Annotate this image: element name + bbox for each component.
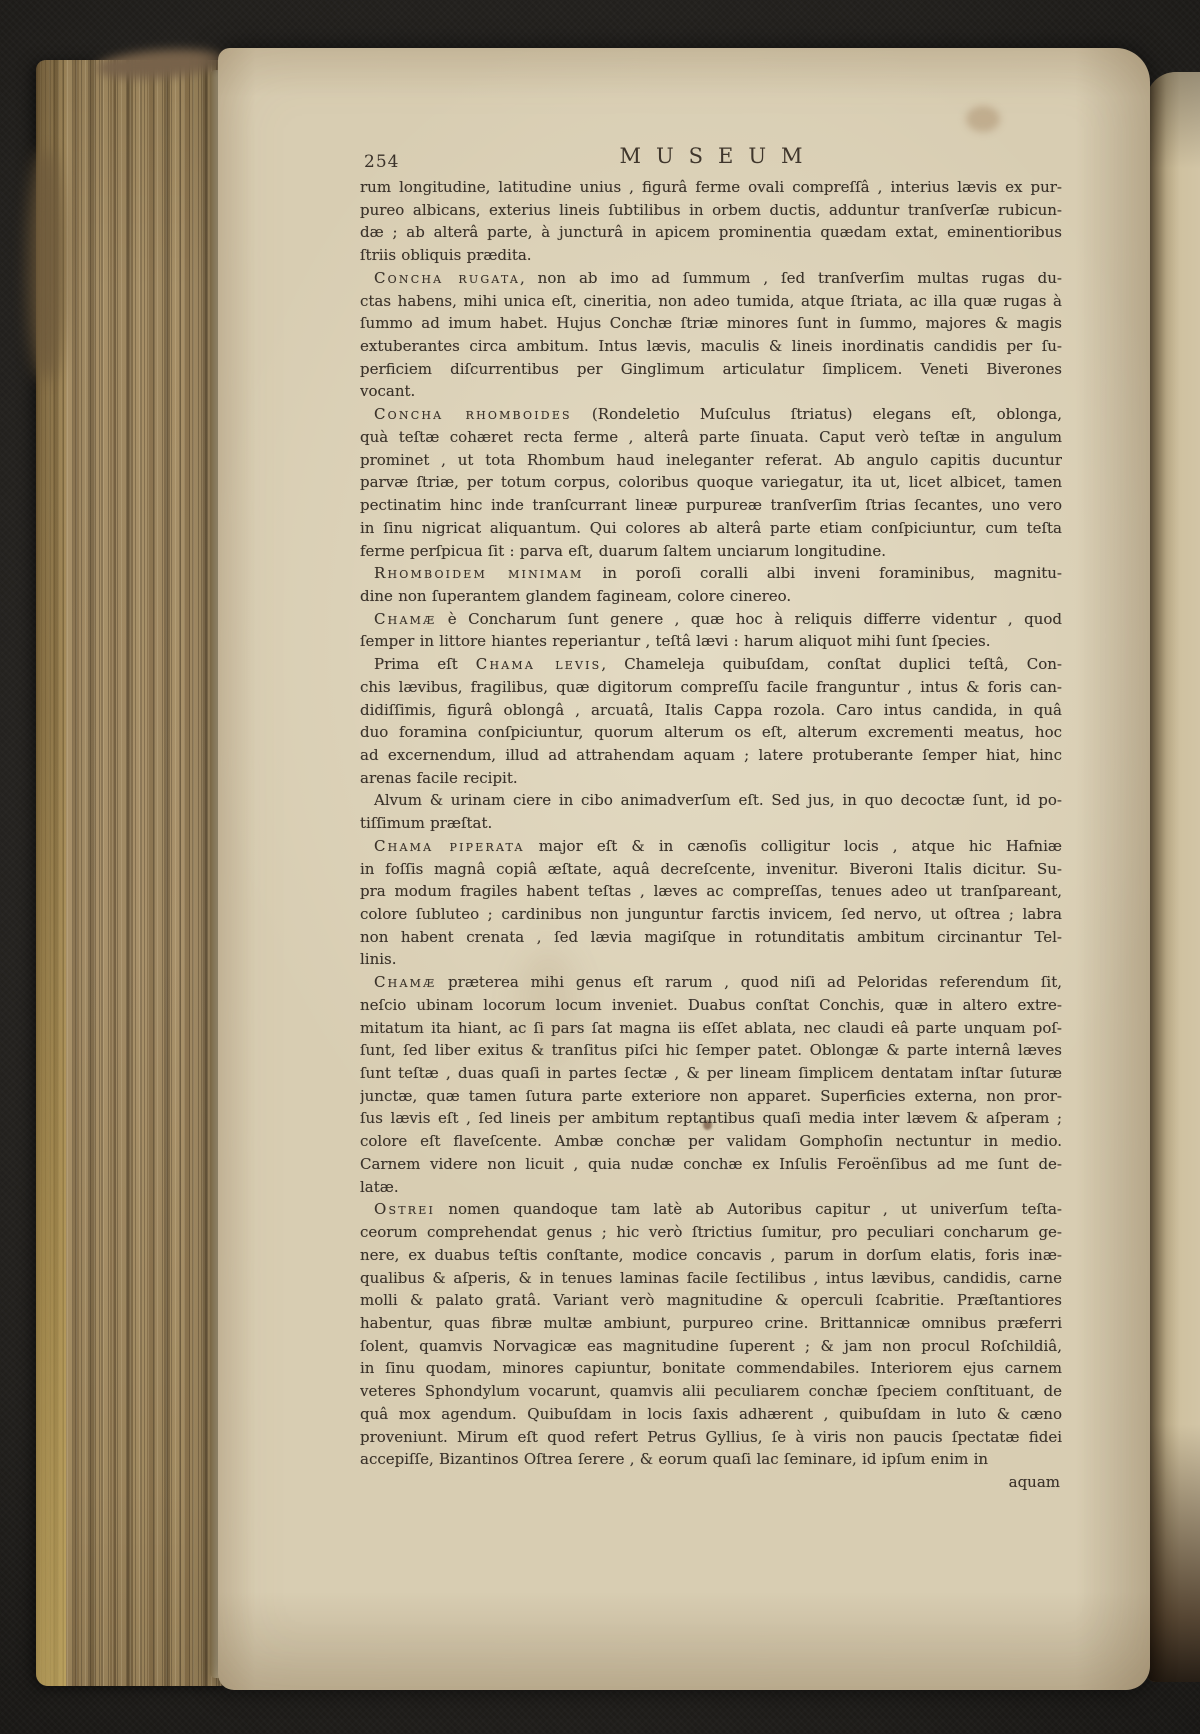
text-line	[360, 1382, 1062, 1405]
text-segment: neſcio ubinam locorum locum inveniet. Duabus conſtat Conchis, quæ in altero extre-	[360, 995, 1062, 1014]
text-segment: quâ mox agendum. Quibuſdam in locis ſaxis adhærent , quibuſdam in luto & cæno	[360, 1404, 1062, 1423]
text-segment: tiſſimum præſtat.	[360, 814, 493, 833]
text-segment: ferme perſpicua ſit : parva eſt, duarum ſaltem unciarum longitudine.	[360, 541, 886, 560]
text-line	[360, 928, 1062, 951]
text-segment: ad excernendum, illud ad attrahendam aquam ; latere protuberante ſemper hiat, hinc	[360, 745, 1062, 764]
text-line	[360, 1019, 1062, 1042]
text-segment: quà teſtæ cohæret recta ferme , alterâ parte ſinuata. Caput verò teſtæ in angulum	[360, 427, 1062, 446]
text-segment: perficiem diſcurrentibus per Ginglimum articulatur ſimplicem. Veneti Biverones	[360, 359, 1062, 378]
text-segment: ſunt teſtæ , duas quaſi in partes ſectæ , & per lineam ſimplicem dentatam inſtar ſuturæ	[360, 1064, 1062, 1083]
text-block	[360, 144, 1062, 1496]
text-line	[360, 246, 1062, 269]
text-segment: colore eſt flaveſcente. Ambæ conchæ per validam Gomphoſin nectuntur in medio.	[360, 1132, 1062, 1151]
text-line	[360, 950, 1062, 973]
catchword: aquam	[1008, 1472, 1060, 1491]
species-headword: Chamæ	[374, 973, 437, 992]
text-line	[360, 1405, 1062, 1428]
text-line	[360, 269, 1062, 292]
text-line	[360, 791, 1062, 814]
text-segment: Prima eſt	[374, 655, 476, 674]
text-line	[360, 496, 1062, 519]
text-segment: ſunt, ſed liber exitus & tranſitus piſci hic ſemper patet. Oblongæ & parte internâ læves	[360, 1041, 1062, 1060]
book-page	[218, 48, 1150, 1690]
text-line	[360, 201, 1062, 224]
text-segment: duo foramina conſpiciuntur, quorum alterum os eſt, alterum excrementi meatus, hoc	[360, 723, 1062, 742]
text-line	[360, 1450, 1062, 1473]
text-line	[360, 1359, 1062, 1382]
species-headword: Ostrei	[374, 1200, 436, 1219]
page-number: 254	[364, 152, 400, 172]
text-segment: pureo albicans, exterius lineis ſubtilibus in orbem ductis, adduntur tranſverſæ rubicun-	[360, 200, 1062, 219]
text-line	[360, 1269, 1062, 1292]
text-segment: junctæ, quæ tamen ſutura parte exteriore non apparet. Superficies externa, non pror-	[360, 1086, 1062, 1105]
text-line	[360, 1428, 1062, 1451]
text-segment: qualibus & aſperis, & in tenues laminas facile ſectilibus , intus lævibus, candidis, carne	[360, 1268, 1062, 1287]
text-segment: in ſinu quodam, minores capiuntur, bonitate commendabiles. Interiorem ejus carnem	[360, 1359, 1062, 1378]
text-line	[360, 473, 1062, 496]
text-line	[360, 360, 1062, 383]
text-segment: parvæ ſtriæ, per totum corpus, coloribus quoque variegatur, ita ut, licet albicet, tamen	[360, 473, 1062, 492]
text-segment: in foſſis magnâ copiâ æſtate, aquâ decreſcente, invenitur. Biveroni Italis dicitur. Su-	[360, 859, 1062, 878]
text-segment: ſus lævis eſt , ſed lineis per ambitum reptantibus quaſi media inter lævem & aſperam ;	[360, 1109, 1062, 1128]
text-segment: Alvum & urinam ciere in cibo animadverſum eſt. Sed jus, in quo decoctæ ſunt, id po-	[374, 791, 1062, 810]
text-segment: in poroſi coralli albi inveni foraminibus, magnitu-	[583, 564, 1062, 583]
text-line	[360, 405, 1062, 428]
text-segment: vocant.	[360, 382, 416, 401]
text-line	[360, 587, 1062, 610]
text-segment: major eſt & in cænoſis colligitur locis , atque hic Hafniæ	[524, 836, 1062, 855]
species-headword: Chama levis	[475, 655, 602, 674]
text-line	[360, 837, 1062, 860]
text-line	[360, 1155, 1062, 1178]
text-segment: mitatum ita hiant, ac ſi pars ſat magna iis eſſet ablata, nec claudi eâ parte unquam poſ-	[360, 1018, 1062, 1037]
text-line	[360, 337, 1062, 360]
text-line	[360, 905, 1062, 928]
text-segment: habentur, quas fibræ multæ ambiunt, purpureo crine. Brittannicæ omnibus præferri	[360, 1313, 1062, 1332]
text-line	[360, 1087, 1062, 1110]
text-line	[360, 860, 1062, 883]
text-segment: pectinatim hinc inde tranſcurrant lineæ purpureæ tranſverſim ſtrias ſecantes, uno vero	[360, 496, 1062, 515]
text-segment: ſtriis obliquis prædita.	[360, 246, 532, 265]
text-segment: nere, ex duabus teſtis conſtante, modice concavis , parum in dorſum elatis, foris inæ-	[360, 1245, 1062, 1264]
text-line	[360, 428, 1062, 451]
species-headword: Chamæ	[374, 609, 437, 628]
text-line	[360, 973, 1062, 996]
text-line	[360, 519, 1062, 542]
text-line	[360, 1291, 1062, 1314]
text-segment: Carnem videre non licuit , quia nudæ conchæ ex Inſulis Feroënſibus ad me ſunt de-	[360, 1154, 1062, 1173]
text-segment: pra modum fragiles habent teſtas , læves ac compreſſas, tenues adeo ut tranſpareant,	[360, 882, 1062, 901]
text-segment: arenas facile recipit.	[360, 768, 518, 787]
text-segment: prominet , ut tota Rhombum haud ineleganter referat. Ab angulo capitis ducuntur	[360, 450, 1062, 469]
text-line	[360, 996, 1062, 1019]
text-segment: latæ.	[360, 1177, 399, 1196]
text-segment: ceorum comprehendat genus ; hic verò ſtrictius ſumitur, pro peculiari concharum ge-	[360, 1223, 1062, 1242]
text-line	[360, 655, 1062, 678]
text-segment: dæ ; ab alterâ parte, à juncturâ in apicem prominentia quædam extat, eminentioribus	[360, 223, 1062, 242]
text-segment: rum longitudine, latitudine unius , figurâ ferme ovali compreſſâ , interius lævis ex pur-	[360, 178, 1062, 196]
text-segment: accepiſſe, Bizantinos Oſtrea ſerere , & eorum quaſi lac ſeminare, id ipſum enim in	[360, 1450, 989, 1469]
text-segment: proveniunt. Mirum eſt quod refert Petrus Gyllius, ſe à viris non paucis ſpectatæ fidei	[360, 1427, 1062, 1446]
text-line	[360, 769, 1062, 792]
text-segment: è Concharum ſunt genere , quæ hoc à reliquis differre videntur , quod	[436, 609, 1062, 628]
text-segment: (Rondeletio Muſculus ſtriatus) elegans eſt, oblonga,	[571, 405, 1062, 424]
text-segment: nomen quandoque tam latè ab Autoribus capitur , ut univerſum teſta-	[435, 1200, 1062, 1219]
text-line	[360, 1314, 1062, 1337]
text-segment: non habent crenata , ſed lævia magiſque in rotunditatis ambitum circinantur Tel-	[360, 927, 1062, 946]
text-line	[360, 1064, 1062, 1087]
text-segment: colore ſubluteo ; cardinibus non junguntur farctis invicem, ſed nervo, ut oſtrea ; labra	[360, 905, 1062, 923]
text-line	[360, 1109, 1062, 1132]
text-line	[360, 1200, 1062, 1223]
text-segment: ctas habens, mihi unica eſt, cineritia, non adeo tumida, atque ſtriata, ac illa quæ rugas à	[360, 291, 1062, 310]
text-line	[360, 564, 1062, 587]
text-line	[360, 1041, 1062, 1064]
text-segment: didiſſimis, figurâ oblongâ , arcuatâ, Italis Cappa rozola. Caro intus candida, in quâ	[360, 700, 1062, 719]
fore-edge-damage	[28, 150, 64, 380]
text-line	[360, 292, 1062, 315]
text-segment: in ſinu nigricat aliquantum. Qui colores ab alterâ parte etiam conſpiciuntur, cum teſta	[360, 518, 1062, 537]
text-segment: dine non ſuperantem glandem fagineam, colore cinereo.	[360, 586, 792, 605]
text-line	[360, 723, 1062, 746]
species-headword: Rhomboidem minimam	[374, 564, 584, 583]
text-line	[360, 451, 1062, 474]
text-line	[360, 382, 1062, 405]
text-line	[360, 1223, 1062, 1246]
facing-page-sliver	[1146, 72, 1200, 1682]
species-headword: Concha rhomboides	[374, 405, 572, 424]
text-line	[360, 882, 1062, 905]
text-segment: , Chameleja quibuſdam, conſtat duplici teſtâ, Con-	[601, 655, 1062, 674]
text-line	[360, 610, 1062, 633]
text-segment: chis lævibus, fragilibus, quæ digitorum compreſſu facile franguntur , intus & foris can-	[360, 677, 1062, 696]
text-segment: , non ab imo ad ſummum , ſed tranſverſim multas rugas du-	[519, 268, 1062, 287]
running-title: MUSEUM	[619, 144, 818, 168]
text-segment: ſummo ad imum habet. Hujus Conchæ ſtriæ minores ſunt in ſummo, majores & magis	[360, 314, 1062, 333]
text-line	[360, 632, 1062, 655]
text-segment: extuberantes circa ambitum. Intus lævis, maculis & lineis inordinatis candidis per ſu-	[360, 337, 1062, 356]
text-segment: molli & palato gratâ. Variant verò magnitudine & operculi ſcabritie. Præſtantiores	[360, 1291, 1062, 1310]
text-line	[360, 746, 1062, 769]
text-line	[360, 1337, 1062, 1360]
text-line	[360, 1246, 1062, 1269]
text-segment: veteres Sphondylum vocarunt, quamvis alii peculiarem conchæ ſpeciem conſtituant, de	[360, 1382, 1062, 1401]
text-segment: ſemper in littore hiantes reperiantur , teſtâ lævi : harum aliquot mihi ſunt ſpecies.	[360, 632, 991, 651]
species-headword: Chama piperata	[374, 836, 525, 855]
text-line	[360, 814, 1062, 837]
text-line	[360, 678, 1062, 701]
text-segment: ſolent, quamvis Norvagicæ eas magnitudine ſuperent ; & jam non procul Roſchildiâ,	[360, 1336, 1062, 1355]
text-line	[360, 542, 1062, 565]
text-line	[360, 1132, 1062, 1155]
page-header	[360, 144, 1062, 178]
text-line	[360, 314, 1062, 337]
text-segment: linis.	[360, 950, 397, 969]
species-headword: Concha rugata	[374, 268, 520, 287]
text-line	[360, 223, 1062, 246]
age-stain	[966, 106, 1000, 132]
text-line	[360, 1178, 1062, 1201]
book-fore-edge	[36, 60, 226, 1686]
body-text	[360, 178, 1062, 1473]
text-line	[360, 178, 1062, 201]
text-segment: præterea mihi genus eſt rarum , quod niſi ad Peloridas referendum ſit,	[436, 973, 1062, 992]
text-line	[360, 701, 1062, 724]
